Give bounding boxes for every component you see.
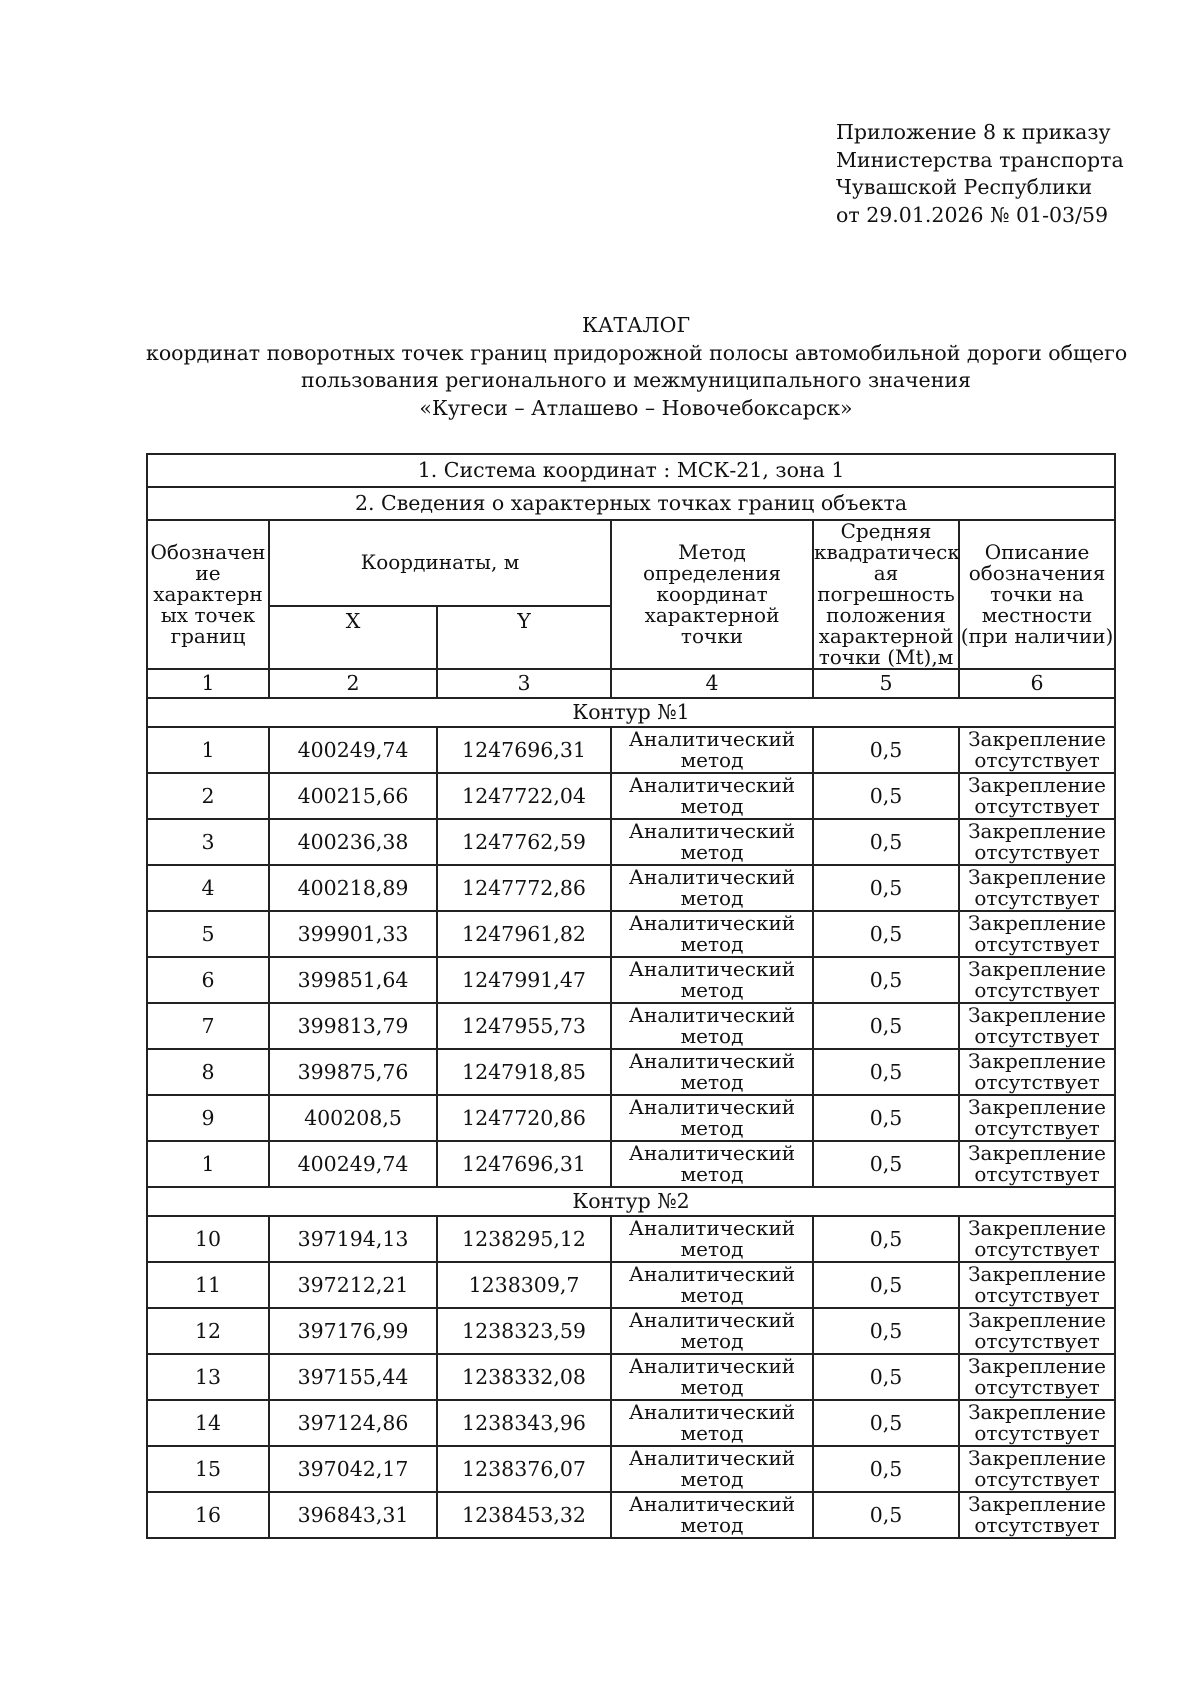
description-cell: Закрепление отсутствует (959, 773, 1115, 819)
method-cell: Аналитический метод (611, 1216, 813, 1262)
title-line: «Кугеси – Атлашево – Новочебоксарск» (419, 395, 853, 420)
description-cell: Закрепление отсутствует (959, 1492, 1115, 1538)
method-cell: Аналитический метод (611, 1095, 813, 1141)
coord-y: 1238343,96 (437, 1400, 611, 1446)
method-cell: Аналитический метод (611, 1492, 813, 1538)
coord-y: 1247696,31 (437, 1141, 611, 1187)
error-value: 0,5 (813, 1446, 959, 1492)
appendix-reference (836, 119, 1124, 229)
coord-y: 1247991,47 (437, 957, 611, 1003)
method-cell: Аналитический метод (611, 819, 813, 865)
coord-y: 1247918,85 (437, 1049, 611, 1095)
method-cell: Аналитический метод (611, 1400, 813, 1446)
point-number: 1 (147, 1141, 269, 1187)
header-description: Описание обозначения точки на местности (при наличии) (959, 520, 1115, 669)
coord-x: 397212,21 (269, 1262, 437, 1308)
table-row (147, 1003, 1115, 1049)
coord-y: 1247722,04 (437, 773, 611, 819)
column-number: 3 (437, 669, 611, 698)
table-row (147, 1308, 1115, 1354)
point-number: 15 (147, 1446, 269, 1492)
error-value: 0,5 (813, 727, 959, 773)
table-row (147, 773, 1115, 819)
method-cell: Аналитический метод (611, 957, 813, 1003)
coord-x: 397194,13 (269, 1216, 437, 1262)
coord-y: 1247961,82 (437, 911, 611, 957)
coord-x: 399813,79 (269, 1003, 437, 1049)
description-cell: Закрепление отсутствует (959, 911, 1115, 957)
table-row (147, 1492, 1115, 1538)
contour-label: Контур №1 (147, 698, 1115, 727)
description-cell: Закрепление отсутствует (959, 1354, 1115, 1400)
coord-y: 1238376,07 (437, 1446, 611, 1492)
table-row (147, 1141, 1115, 1187)
table-row (147, 1354, 1115, 1400)
coord-y: 1238295,12 (437, 1216, 611, 1262)
point-number: 3 (147, 819, 269, 865)
coord-x: 400218,89 (269, 865, 437, 911)
point-number: 14 (147, 1400, 269, 1446)
point-number: 2 (147, 773, 269, 819)
coord-y: 1247772,86 (437, 865, 611, 911)
table-row (147, 865, 1115, 911)
title-line: пользования регионального и межмуниципального значения (301, 368, 971, 392)
coord-y: 1238323,59 (437, 1308, 611, 1354)
description-cell: Закрепление отсутствует (959, 1141, 1115, 1187)
method-cell: Аналитический метод (611, 911, 813, 957)
description-cell: Закрепление отсутствует (959, 1003, 1115, 1049)
header-method: Метод определения координат характерной точки (611, 520, 813, 669)
method-cell: Аналитический метод (611, 1308, 813, 1354)
method-cell: Аналитический метод (611, 1262, 813, 1308)
point-number: 5 (147, 911, 269, 957)
coord-x: 400236,38 (269, 819, 437, 865)
coord-x: 400249,74 (269, 1141, 437, 1187)
table-row (147, 1049, 1115, 1095)
coord-y: 1238332,08 (437, 1354, 611, 1400)
coord-y: 1247955,73 (437, 1003, 611, 1049)
table-row (147, 1216, 1115, 1262)
method-cell: Аналитический метод (611, 727, 813, 773)
header-error: Средняя квадратическ ая погрешность положения характерной точки (Mt),м (814, 519, 960, 669)
error-value: 0,5 (813, 1003, 959, 1049)
description-cell: Закрепление отсутствует (959, 865, 1115, 911)
header-designation: Обозначен ие характерн ых точек границ (147, 520, 269, 669)
table-row (147, 1095, 1115, 1141)
method-cell: Аналитический метод (611, 1003, 813, 1049)
point-number: 12 (147, 1308, 269, 1354)
header-coords: Координаты, м (269, 520, 611, 606)
header-x: X (269, 606, 437, 669)
point-number: 13 (147, 1354, 269, 1400)
coord-x: 399875,76 (269, 1049, 437, 1095)
error-value: 0,5 (813, 1492, 959, 1538)
coord-x: 399901,33 (269, 911, 437, 957)
error-value: 0,5 (813, 773, 959, 819)
error-value: 0,5 (813, 1262, 959, 1308)
point-number: 8 (147, 1049, 269, 1095)
column-number: 4 (611, 669, 813, 698)
coord-x: 397155,44 (269, 1354, 437, 1400)
coord-y: 1247696,31 (437, 727, 611, 773)
description-cell: Закрепление отсутствует (959, 1446, 1115, 1492)
coordinates-table (146, 453, 1116, 1539)
method-cell: Аналитический метод (611, 865, 813, 911)
appendix-line: Приложение 8 к приказу (836, 120, 1111, 144)
title-line: координат поворотных точек границ придорожной полосы автомобильной дороги общего (146, 340, 1128, 365)
error-value: 0,5 (813, 1216, 959, 1262)
appendix-line: Министерства транспорта (836, 147, 1124, 172)
description-cell: Закрепление отсутствует (959, 1216, 1115, 1262)
table-row (147, 911, 1115, 957)
document-title (146, 312, 1126, 422)
error-value: 0,5 (813, 1308, 959, 1354)
contour-label: Контур №2 (147, 1187, 1115, 1216)
coord-system-cell: 1. Система координат : МСК-21, зона 1 (147, 454, 1115, 487)
error-value: 0,5 (813, 1400, 959, 1446)
coord-x: 400215,66 (269, 773, 437, 819)
method-cell: Аналитический метод (611, 1141, 813, 1187)
coord-x: 399851,64 (269, 957, 437, 1003)
error-value: 0,5 (813, 1354, 959, 1400)
table-row (147, 727, 1115, 773)
point-number: 16 (147, 1492, 269, 1538)
point-number: 6 (147, 957, 269, 1003)
description-cell: Закрепление отсутствует (959, 1049, 1115, 1095)
coord-x: 397176,99 (269, 1308, 437, 1354)
method-cell: Аналитический метод (611, 1354, 813, 1400)
method-cell: Аналитический метод (611, 1049, 813, 1095)
coord-x: 396843,31 (269, 1492, 437, 1538)
coord-y: 1238309,7 (437, 1262, 611, 1308)
coord-x: 397124,86 (269, 1400, 437, 1446)
coord-x: 400208,5 (269, 1095, 437, 1141)
point-number: 4 (147, 865, 269, 911)
error-value: 0,5 (813, 1049, 959, 1095)
table-row (147, 1400, 1115, 1446)
header-y: Y (437, 606, 611, 669)
section-title-cell: 2. Сведения о характерных точках границ объекта (147, 487, 1115, 520)
description-cell: Закрепление отсутствует (959, 1262, 1115, 1308)
column-number: 1 (147, 669, 269, 698)
appendix-line: от 29.01.2026 № 01-03/59 (836, 202, 1109, 227)
description-cell: Закрепление отсутствует (959, 957, 1115, 1003)
point-number: 9 (147, 1095, 269, 1141)
coord-y: 1247762,59 (437, 819, 611, 865)
coord-y: 1247720,86 (437, 1095, 611, 1141)
point-number: 1 (147, 727, 269, 773)
table-row (147, 957, 1115, 1003)
method-cell: Аналитический метод (611, 1446, 813, 1492)
description-cell: Закрепление отсутствует (959, 727, 1115, 773)
coord-x: 400249,74 (269, 727, 437, 773)
coord-y: 1238453,32 (437, 1492, 611, 1538)
method-cell: Аналитический метод (611, 773, 813, 819)
coord-x: 397042,17 (269, 1446, 437, 1492)
point-number: 10 (147, 1216, 269, 1262)
description-cell: Закрепление отсутствует (959, 1308, 1115, 1354)
table-row (147, 819, 1115, 865)
column-number: 6 (959, 669, 1115, 698)
error-value: 0,5 (813, 819, 959, 865)
appendix-line: Чувашской Республики (836, 175, 1093, 199)
point-number: 11 (147, 1262, 269, 1308)
table-row (147, 1262, 1115, 1308)
description-cell: Закрепление отсутствует (959, 1095, 1115, 1141)
error-value: 0,5 (813, 865, 959, 911)
error-value: 0,5 (813, 1095, 959, 1141)
column-number: 5 (813, 669, 959, 698)
error-value: 0,5 (813, 1141, 959, 1187)
error-value: 0,5 (813, 911, 959, 957)
error-value: 0,5 (813, 957, 959, 1003)
table-row (147, 1446, 1115, 1492)
column-number: 2 (269, 669, 437, 698)
title-heading: КАТАЛОГ (581, 313, 691, 337)
point-number: 7 (147, 1003, 269, 1049)
description-cell: Закрепление отсутствует (959, 819, 1115, 865)
description-cell: Закрепление отсутствует (959, 1400, 1115, 1446)
